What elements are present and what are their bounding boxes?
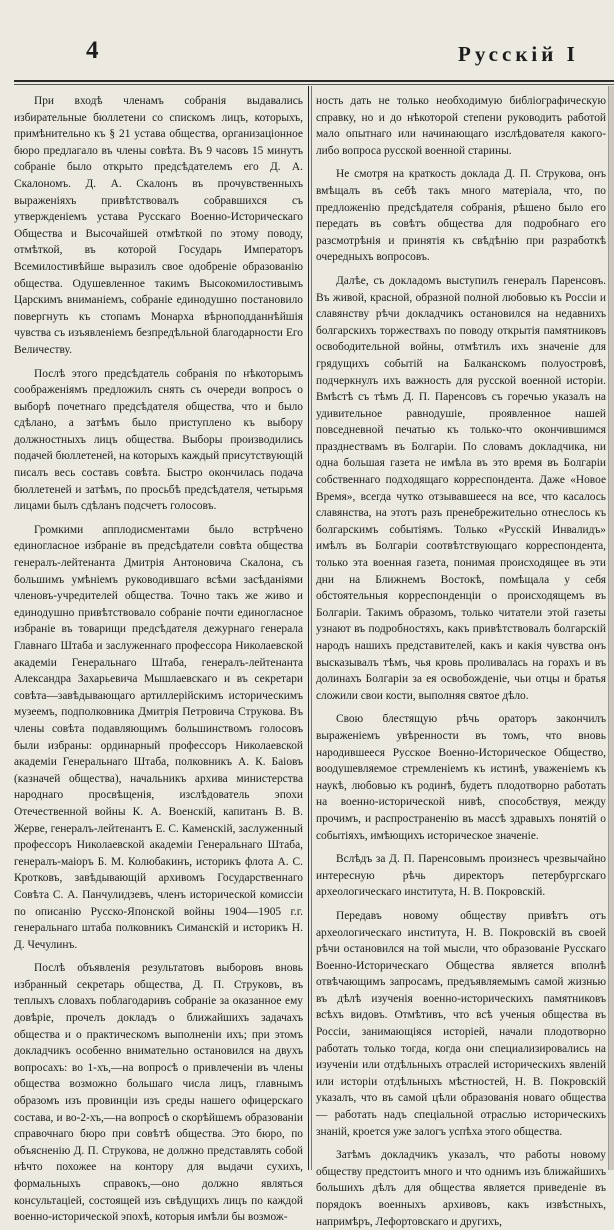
left-column <box>14 93 303 1224</box>
paragraph: Свою блестящую рѣчь ораторъ закончилъ выраженіемъ увѣренности въ томъ, что вновь народившееся Русское Военно-Историческое Общество, воодушевляемое стремленіемъ къ истинѣ, уваженіемъ къ наукѣ, любовью къ родинѣ, будетъ плодотворно работать на военно-исторической нивѣ, способствуя, между прочимъ, и распространенію въ массѣ здравыхъ понятій о событіяхъ, имѣющихъ историческое значеніе. <box>316 713 606 842</box>
newspaper-title: Русскій І <box>458 42 579 66</box>
paragraph: Послѣ объявленія результатовъ выборовъ вновь избранный секретарь общества, Д. П. Струковъ, въ теплыхъ словахъ поблагодаривъ собраніе за оказанное ему довѣріе, прочелъ докладъ о ближайшихъ задачахъ общества и о практическомъ выполненіи ихъ; при этомъ докладчикъ особенно внимательно остановился на двухъ вопросахъ: во 1-хъ,—на вопросѣ о привлеченіи въ члены общества возможно большаго числа лицъ, главнымъ образомъ изъ провинціи изъ среды нашего офицерскаго состава, и во-2-хъ,—на вопросѣ о скорѣйшемъ образованіи справочнаго бюро при совѣтѣ общества. Это бюро, по объясненію Д. П. Струкова, не должно представлять собой нѣчто похожее на контору для выдачи сухихъ, формальныхъ справокъ,—оно должно являться консультаціей, состоящей изъ свѣдущихъ лицъ по каждой военно-исторической эпохѣ, которыя имѣли бы возмож- <box>14 962 303 1224</box>
page-edge <box>608 86 614 1170</box>
paragraph: ность дать не только необходимую библіографическую справку, но и до нѣкоторой степени руководить работой мало опытнаго или начинающаго изслѣдователя какого-либо вопроса русской военной старины. <box>316 95 606 157</box>
paragraph: Далѣе, съ докладомъ выступилъ генералъ Паренсовъ. Въ живой, красной, образной полной любовью къ Россіи и славянству рѣчи докладчикъ остановился на недавнихъ болгарскихъ торжествахъ по поводу открытія памятниковъ освободительной войны, отмѣтилъ ихъ значеніе для грядущихъ событій на Балканскомъ полуостровѣ, подчеркнулъ ихъ важность для русской военной исторіи. Вмѣстѣ съ тѣмъ Д. П. Паренсовъ съ горечью указалъ на удивительное равнодушіе, проявленное нашей повседневной печатью къ только-что окончившимся празднествамъ въ Болгаріи. По словамъ докладчика, ни одна большая газета не имѣла въ это время въ Болгаріи собственнаго подходящаго корреспондента. Даже «Новое Время», всегда чутко отзывавшееся на все, что касалось славянства, на этотъ разъ пренебрежительно отнеслось къ болгарскимъ событіямъ. Только «Русскій Инвалидъ» имѣлъ въ Болгаріи соотвѣтствующаго корреспондента, только эта военная газета, понимая происходящее въ эти дни на Ближнемъ Востокѣ, помѣщала у себя обстоятельныя корреспонденціи о происходящемъ въ Болгаріи. Такимъ образомъ, только читатели этой газеты узнают въ подробностяхъ, какъ привѣтствовалъ болгарскій народъ нашихъ представителей, какъ и какія чувства онъ высказывалъ тѣмъ, чья кровь проливалась на горахъ и въ долинахъ Болгаріи за ея освобожденіе, чьи отцы и братья сложили свои кости, выполняя святое дѣло. <box>316 274 606 702</box>
paragraph: Передавъ новому обществу привѣтъ отъ археологическаго института, Н. В. Покровскій въ своей рѣчи остановился на той мысли, что образованіе Русскаго Военно-Историческаго Общества является вполнѣ отвѣчающимъ запросамъ, предъявляемымъ самой жизнью въ дѣлѣ изученія военно-историческихъ памятниковъ всѣхъ видовъ. Отмѣтивъ, что всѣ ученыя общества въ Россіи, занимающіяся исторіей, начали плодотворно работать только тогда, когда они специализировались на изученіи или отдѣльныхъ отраслей историческихъ явленій или исторіи отдѣльныхъ мѣстностей, Н. В. Покровскій указалъ, что въ самой цѣли образованія новаго общества — работать надъ спеціальной отраслью историческихъ знаній, кроется уже залогъ успѣха этого общества. <box>316 909 606 1138</box>
paragraph: Послѣ этого предсѣдатель собранія по нѣкоторымъ соображеніямъ предложилъ снять съ очереди вопросъ о выборѣ почетнаго предсѣдателя общества, что и было сдѣлано, а затѣмъ было приступлено къ выбору должностныхъ лицъ общества. Выборы производились подачей бюллетеней, на которыхъ каждый присутствующій писалъ весь составъ совѣта. Быстро окончилась подача бюллетеней и затѣмъ, по просьбѣ предсѣдателя, четырьмя лицами былъ сдѣланъ подсчетъ голосовъ. <box>14 367 303 513</box>
right-column <box>316 93 606 1228</box>
page-number: 4 <box>86 37 99 64</box>
column-divider <box>308 86 309 1170</box>
paragraph: Громкими апплодисментами было встрѣчено единогласное избраніе въ предсѣдатели совѣта общества генералъ-лейтенанта Дмитрія Антоновича Скалона, съ большимъ умѣніемъ руководившаго всѣми засѣданіями членовъ-учредителей общества. Точно такъ же живо и единодушно привѣтствовало собраніе почти единогласное избраніе въ товарищи предсѣдателя дежурнаго генерала Главнаго Штаба и заслуженнаго профессора Николаевской академіи Генеральнаго Штаба, генералъ-лейтенанта Александра Захарьевича Мышлаевскаго и въ секретари совѣта—завѣдывающаго артиллерійскимъ историческимъ музеемъ, подполковника Дмитрія Петровича Струкова. Въ члены совѣта подавляющимъ большинствомъ голосовъ были избраны: ординарный профессоръ Николаевской академіи Генеральнаго Штаба, полковникъ А. К. Баіовъ (казначей общества), начальникъ архива министерства народнаго просвѣщенія, изслѣдователь эпохи Отечественной войны К. А. Военскій, капитанъ В. В. Жерве, генералъ-лейтенантъ Е. С. Каменскій, заслуженный профессоръ Николаевской академіи Генеральнаго Штаба, генералъ-маіоръ Б. М. Колюбакинъ, историкъ флота А. С. Кротковъ, завѣдывающій архивомъ Государственнаго Совѣта С. А. Панчулидзевъ, членъ исторической комиссіи по описанію Русско-Японской войны 1904—1905 г.г. генеральнаго штаба полковникъ Симанскій и историкъ Н. Д. Чечулинъ. <box>14 523 303 951</box>
paragraph: Не смотря на краткость доклада Д. П. Струкова, онъ вмѣщалъ въ себѣ такъ много матеріала, что, по предложенію предсѣдателя собранія, рѣшено было его передать въ совѣтъ общества для подробнаго его разсмотрѣнія и принятія къ свѣдѣнію при разработкѣ очередныхъ вопросовъ. <box>316 168 606 264</box>
column-divider-thin <box>311 86 312 1170</box>
paragraph: Затѣмъ докладчикъ указалъ, что работы новому обществу предстоитъ много и что однимъ изъ ближайшихъ большихъ дѣлъ для общества является приведеніе въ порядокъ военныхъ архивовъ, какъ извѣстныхъ, напримѣръ, Лефортовскаго и другихъ, <box>316 1149 606 1228</box>
header-rule <box>14 80 614 82</box>
paragraph: При входѣ членамъ собранія выдавались избирательные бюллетени со спискомъ лицъ, которыхъ, примѣнительно къ § 21 устава общества, организаціонное бюро предлагало въ члены совѣта. Въ 9 часовъ 15 минутъ собраніе было открыто предсѣдателемъ его Д. А. Скалономъ. Д. А. Скалонъ въ прочувственныхъ выраженіяхъ привѣтствовалъ собравшихся съ утвержденіемъ устава Русскаго Военно-Историческаго Общества и Высочайшей отмѣткой по этому поводу, отмѣткой, въ которой Государь Императоръ Всемилостивѣйше выразилъ свое одобреніе образованію общества. Одушевленное такимъ Высокомилостивымъ Царскимъ вниманіемъ, собраніе единодушно постановило повергнуть къ стопамъ Монарха вѣрноподданнѣйшія чувства съ изъявленіемъ безпредѣльной благодарности Его Величеству. <box>14 95 303 356</box>
paragraph: Вслѣдъ за Д. П. Паренсовымъ произнесъ чрезвычайно интересную рѣчь директоръ петербургскаго археологическаго института, Н. В. Покровскій. <box>316 853 606 899</box>
header-rule-thin <box>14 84 614 85</box>
